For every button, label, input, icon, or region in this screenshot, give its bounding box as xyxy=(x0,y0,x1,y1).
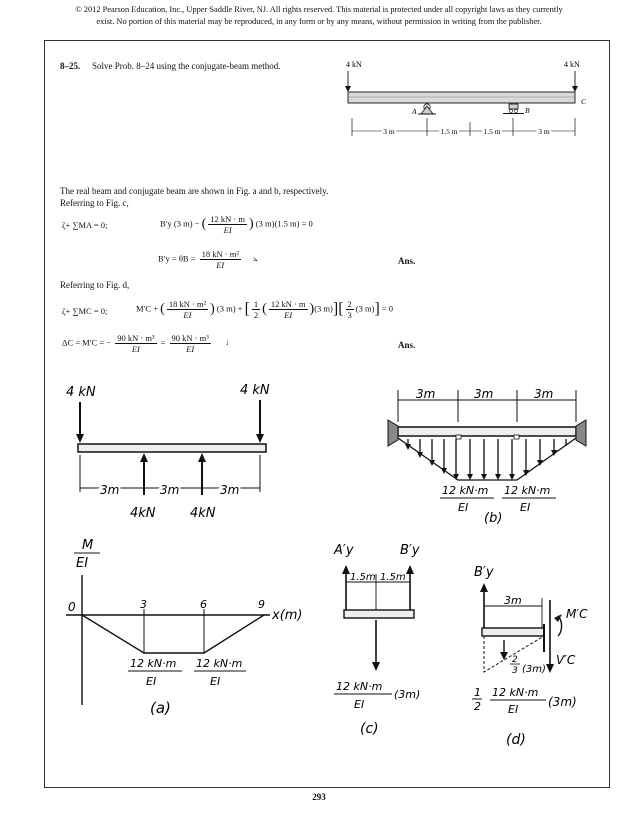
sad-tick-9: 9 xyxy=(258,598,265,611)
sd-frac-den: 3 xyxy=(512,666,518,676)
eq4-lhs: ΔC = M′C = − xyxy=(62,337,112,348)
sd-by: B′y xyxy=(474,565,494,580)
sad-tick-6: 6 xyxy=(200,598,207,611)
eq3-t1: (3 m) + xyxy=(216,303,243,314)
fig-load-right: 4 kN xyxy=(564,60,580,69)
eq2-num: 18 kN · m² xyxy=(201,249,239,259)
sad-left-num: 12 kN·m xyxy=(130,657,177,670)
eq4-eq: = xyxy=(160,337,166,348)
sad-right-den: EI xyxy=(210,675,221,688)
sketch-c-free-body xyxy=(326,538,458,738)
eq3-label: ζ+ ∑MC = 0; xyxy=(62,306,108,316)
sketch-b-conjugate-beam xyxy=(384,382,600,530)
fig-label-b: B xyxy=(525,106,530,115)
eq2: B′y = θB = $\frac{\text{18 kN · m²}}{EI}$ ⦣ xyxy=(158,249,258,270)
sa-load-left: 4 kN xyxy=(66,385,96,400)
eq4-den: EI xyxy=(131,344,140,354)
sd-half-num: 1 xyxy=(474,686,481,699)
solution-intro-1: The real beam and conjugate beam are shown in Fig. a and b, respectively. xyxy=(60,186,329,196)
sb-caption: (b) xyxy=(484,511,503,526)
sad-tick-3: 3 xyxy=(140,598,147,611)
eq3-t2: (3 m) xyxy=(314,303,333,314)
eq3-f3-den: 3 xyxy=(347,310,352,320)
sketch-a-moment-diagram xyxy=(60,535,325,725)
sad-caption: (a) xyxy=(150,699,171,717)
sketch-real-beam xyxy=(60,380,280,530)
eq1-frac-num: 12 kN · m xyxy=(210,214,245,224)
ans-2: Ans. xyxy=(398,340,416,350)
sd-load-den: EI xyxy=(508,703,519,716)
sc-dim-1: 1.5m xyxy=(350,572,376,583)
eq3-half-num: 1 xyxy=(253,299,259,309)
problem-number: 8–25. xyxy=(60,61,81,71)
sketch-d-free-body xyxy=(468,560,603,750)
eq3-f2-den: EI xyxy=(284,310,293,320)
sd-half-den: 2 xyxy=(474,700,481,713)
eq3-half-den: 2 xyxy=(253,310,259,320)
copyright-line-2: exist. No portion of this material may be reproduced, in any form or by any means, without permission in writing from the publisher. xyxy=(96,17,542,26)
eq3-f3-num: 2 xyxy=(347,299,352,309)
sd-frac-num: 2 xyxy=(512,655,518,665)
eq1: B′y (3 m) − ( $\frac{12 kN \cdot m}{EI}$ ) (3 m)(1.5 m) = 0 xyxy=(160,214,313,235)
sd-load-tail: (3m) xyxy=(548,695,577,709)
sd-vc: V′C xyxy=(556,653,576,667)
solution-intro-3: Referring to Fig. d, xyxy=(60,280,130,290)
sb-dim-3: 3m xyxy=(534,387,554,401)
sc-ay: A′y xyxy=(334,543,354,558)
solution-intro-2: Referring to Fig. c, xyxy=(60,198,129,208)
sc-load-num: 12 kN·m xyxy=(336,680,383,693)
eq3-end: = 0 xyxy=(381,303,394,314)
sb-label-right-den: EI xyxy=(520,501,531,514)
sc-caption: (c) xyxy=(360,721,379,737)
eq1-frac-den: EI xyxy=(223,225,232,235)
sad-right-num: 12 kN·m xyxy=(196,657,243,670)
problem-statement: Solve Prob. 8–24 using the conjugate-beam method. xyxy=(92,61,281,71)
sa-reaction-left: 4kN xyxy=(130,506,156,521)
eq3-f2-num: 12 kN · m xyxy=(270,299,306,309)
eq3: M′C + ( $\frac{\text{18 kN · m²}}{EI}$ ) (3 m) + [ $\frac{1}{2}$ ( $\frac{12 kN \cdot m}{EI}$ )(3 m)][ $\frac{2}{3}$ (3 m)] = 0 xyxy=(136,299,394,320)
sb-dim-2: 3m xyxy=(474,387,494,401)
sad-y-den: EI xyxy=(76,556,89,571)
fig-dim-4: 3 m xyxy=(538,127,550,136)
fig-dim-3: 1.5 m xyxy=(483,127,501,136)
eq1-label: ζ+ ∑MA = 0; xyxy=(62,220,108,230)
sc-by: B′y xyxy=(400,543,420,558)
sc-dim-2: 1.5m xyxy=(380,572,406,583)
copyright-notice xyxy=(0,4,638,28)
eq3-f1-den: EI xyxy=(183,310,192,320)
eq3-mc: M′C + xyxy=(136,303,159,314)
eq3-f1-num: 18 kN · m² xyxy=(168,299,207,309)
sc-load-tail: (3m) xyxy=(394,688,421,701)
eq1-body-a: B′y (3 m) − xyxy=(160,218,200,229)
eq3-t3: (3 m) xyxy=(355,303,375,314)
sa-dim-3: 3m xyxy=(220,483,240,497)
ans-1: Ans. xyxy=(398,256,416,266)
sa-load-right: 4 kN xyxy=(240,383,270,398)
sad-origin: 0 xyxy=(68,600,76,614)
sb-label-left-num: 12 kN·m xyxy=(442,484,489,497)
fig-load-left: 4 kN xyxy=(346,60,362,69)
sad-y-num: M xyxy=(82,538,94,553)
copyright-line-1: © 2012 Pearson Education, Inc., Upper Saddle River, NJ. All rights reserved. This material is protected under all copyright laws as they currently xyxy=(75,5,563,14)
sd-dim: 3m xyxy=(504,594,522,607)
sad-left-den: EI xyxy=(146,675,157,688)
fig-dim-1: 3 m xyxy=(383,127,395,136)
sa-dim-1: 3m xyxy=(100,483,120,497)
sb-label-left-den: EI xyxy=(458,501,469,514)
eq2-lhs: B′y = θB = xyxy=(158,253,196,264)
sd-load-num: 12 kN·m xyxy=(492,686,539,699)
sb-dim-1: 3m xyxy=(416,387,436,401)
sd-mc: M′C xyxy=(566,607,588,621)
eq1-body-b: (3 m)(1.5 m) = 0 xyxy=(255,218,313,229)
eq4: ΔC = M′C = − $\frac{\text{90 kN · m³}}{EI}$ = $\frac{\text{90 kN · m³}}{EI}$ ↓ xyxy=(62,333,230,354)
eq4-num2: 90 kN · m³ xyxy=(171,333,209,343)
sa-reaction-right: 4kN xyxy=(190,506,216,521)
fig-dim-2: 1.5 m xyxy=(440,127,458,136)
fig-label-a: A xyxy=(412,107,417,116)
sd-frac-tail: (3m) xyxy=(522,664,546,675)
sc-load-den: EI xyxy=(354,698,365,711)
sb-label-right-num: 12 kN·m xyxy=(504,484,551,497)
eq2-den: EI xyxy=(216,260,225,270)
sad-x-label: x(m) xyxy=(272,608,303,623)
eq4-den2: EI xyxy=(186,344,195,354)
sa-dim-2: 3m xyxy=(160,483,180,497)
eq4-num: 90 kN · m³ xyxy=(117,333,155,343)
page-number: 293 xyxy=(312,792,326,802)
sd-caption: (d) xyxy=(506,732,526,748)
fig-label-c: C xyxy=(581,97,587,106)
problem-figure xyxy=(330,56,600,146)
